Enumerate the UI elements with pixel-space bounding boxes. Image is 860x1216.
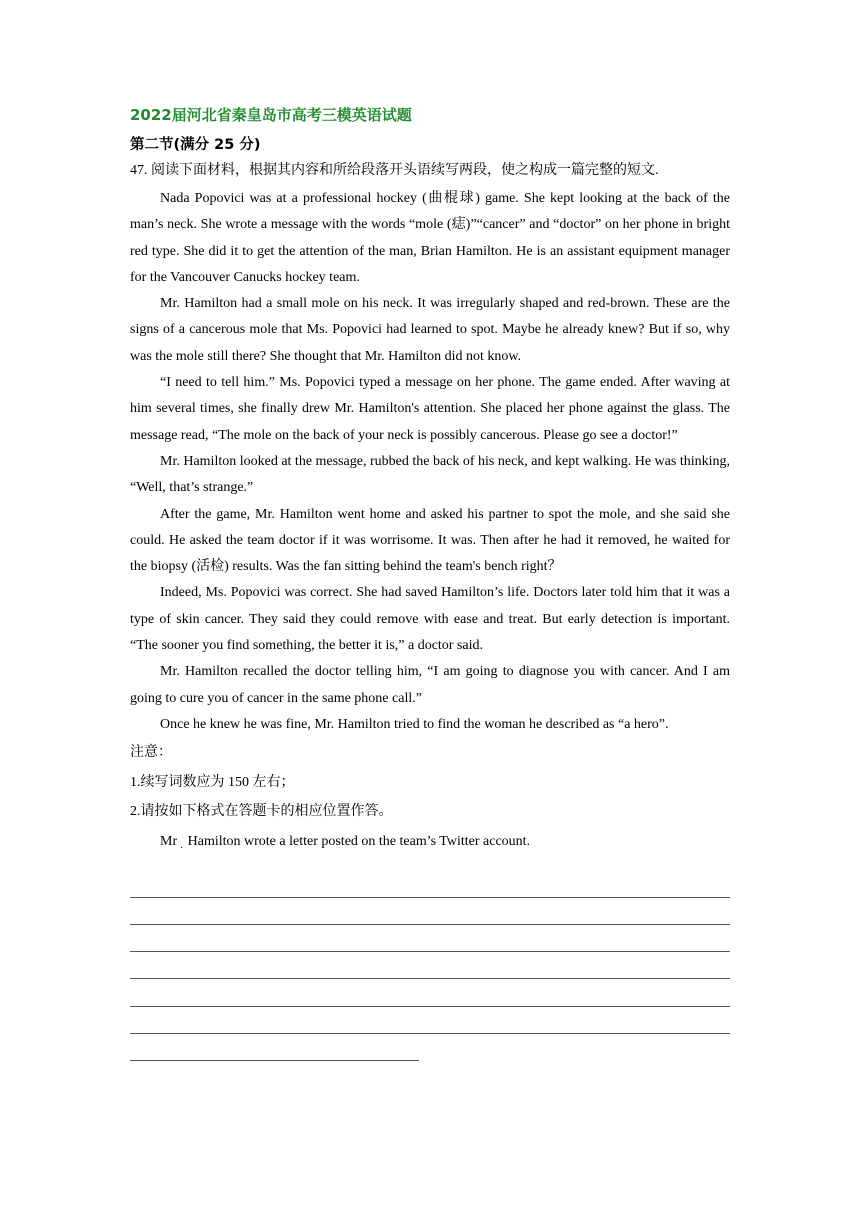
answer-line[interactable]: [130, 979, 730, 1006]
passage-paragraph: Mr. Hamilton looked at the message, rubbed the back of his neck, and kept walking. He was thinking, “Well, that’s strange.”: [130, 453, 730, 496]
question-instruction: 47. 阅读下面材料，根据其内容和所给段落开头语续写两段，使之构成一篇完整的短文.: [130, 163, 659, 178]
answer-line[interactable]: [130, 952, 730, 979]
section-heading: 第二节(满分 25 分): [130, 137, 261, 153]
answer-line[interactable]: [130, 898, 730, 925]
passage-paragraph: Mr. Hamilton recalled the doctor telling him, “I am going to diagnose you with cancer. And I am going to cure you of cancer in the same phone call.”: [130, 664, 730, 706]
document-title: 2022届河北省秦皇岛市高考三模英语试题: [130, 106, 412, 124]
passage: [130, 186, 730, 738]
continuation-starter: [130, 827, 730, 856]
passage-paragraph: “I need to tell him.” Ms. Popovici typed a message on her phone. The game ended. After waving at him several times, she finally drew Mr. Hamilton's attention. She placed her phone against the glass. The message read, “The mole on the back of your neck is possibly cancerous. Please go see a doctor!”: [130, 375, 730, 443]
starter-prefix: Mr: [160, 833, 178, 849]
answer-line[interactable]: [130, 871, 730, 898]
passage-paragraph: Indeed, Ms. Popovici was correct. She had saved Hamilton’s life. Doctors later told him that it was a type of skin cancer. They said they could remove with ease and treat. But early detection is important. “The sooner you find something, the better it is,” a doctor said.: [130, 585, 730, 654]
note-item: 1.续写词数应为 150 左右；: [130, 774, 295, 790]
passage-paragraph: Nada Popovici was at a professional hockey (曲棍球) game. She kept looking at the back of the man’s neck. She wrote a message with the words “mole (痣)”“cancer” and “doctor” on her phone in bright red type. She did it to get the attention of the man, Brian Hamilton. He is an assistant equipment manager for the Vancouver Canucks hockey team.: [130, 191, 730, 285]
answer-line[interactable]: [130, 1007, 730, 1034]
passage-paragraph: Once he knew he was fine, Mr. Hamilton tried to find the woman he described as “a hero”.: [160, 716, 669, 732]
starter-dot: ·: [180, 842, 184, 854]
passage-paragraph: Mr. Hamilton had a small mole on his neck. It was irregularly shaped and red-brown. These are the signs of a cancerous mole that Ms. Popovici had learned to spot. Maybe he already knew? But if so, why was the mole still there? She thought that Mr. Hamilton did not know.: [130, 296, 730, 364]
document-page: [130, 104, 730, 1061]
answer-line[interactable]: [130, 925, 730, 952]
note-item: 2.请按如下格式在答题卡的相应位置作答。: [130, 804, 393, 820]
notes-heading: 注意：: [130, 745, 172, 761]
answer-line[interactable]: [130, 1034, 419, 1061]
passage-paragraph: After the game, Mr. Hamilton went home and asked his partner to spot the mole, and she said she could. He asked the team doctor if it was worrisome. It was. Then after he had it removed, he waited for the biopsy (活检) results. Was the fan sitting behind the team's bench right？: [130, 506, 730, 575]
starter-text: Hamilton wrote a letter posted on the team’s Twitter account.: [187, 833, 531, 849]
answer-lines: [130, 871, 730, 1061]
